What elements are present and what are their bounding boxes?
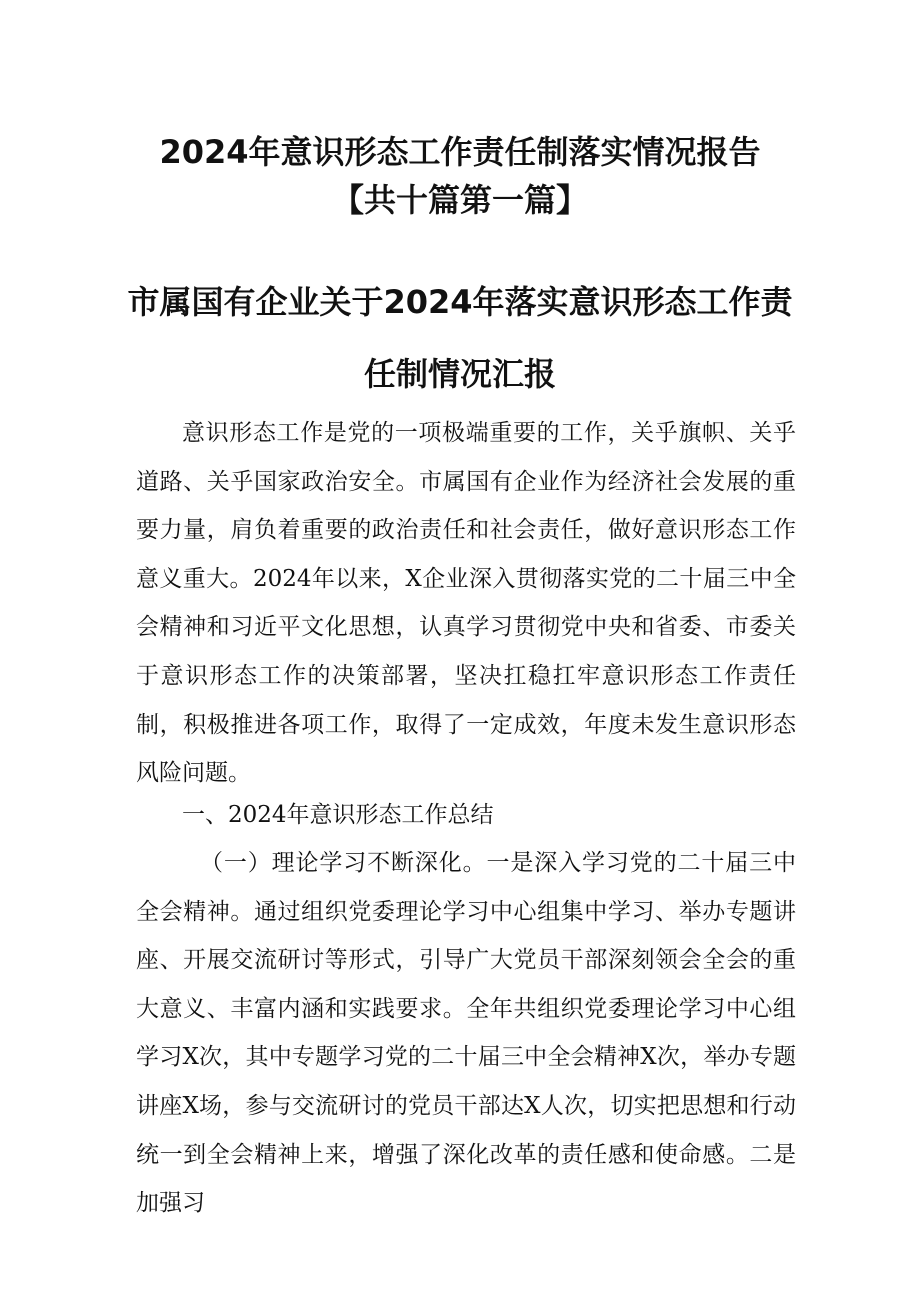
report-subtitle-line-1: 市属国有企业关于2024年落实意识形态工作责 [127, 283, 793, 321]
section-paragraph: （一）理论学习不断深化。一是深入学习党的二十届三中全会精神。通过组织党委理论学习中心组集中学习、举办专题讲座、开展交流研讨等形式，引导广大党员干部深刻领会全会的重大意义、丰富内涵和实践要求。全年共组织党委理论学习中心组学习X次，其中专题学习党的二十届三中全会精神X次，举办专题讲座X场，参与交流研讨的党员干部达X人次，切实把思想和行动统一到全会精神上来，增强了深化改革的责任感和使命感。二是加强习 [136, 850, 796, 1217]
report-series-label: 【共十篇第一篇】 [331, 181, 588, 219]
section-heading: 一、2024年意识形态工作总结 [182, 802, 494, 828]
report-subtitle-line-2: 任制情况汇报 [363, 355, 556, 393]
report-title: 2024年意识形态工作责任制落实情况报告 [159, 133, 761, 171]
intro-paragraph: 意识形态工作是党的一项极端重要的工作，关乎旗帜、关乎道路、关乎国家政治安全。市属国有企业作为经济社会发展的重要力量，肩负着重要的政治责任和社会责任，做好意识形态工作意义重大。2024年以来，X企业深入贯彻落实党的二十届三中全会精神和习近平文化思想，认真学习贯彻党中央和省委、市委关于意识形态工作的决策部署，坚决扛稳扛牢意识形态工作责任制，积极推进各项工作，取得了一定成效，年度未发生意识形态风险问题。 [136, 420, 796, 787]
